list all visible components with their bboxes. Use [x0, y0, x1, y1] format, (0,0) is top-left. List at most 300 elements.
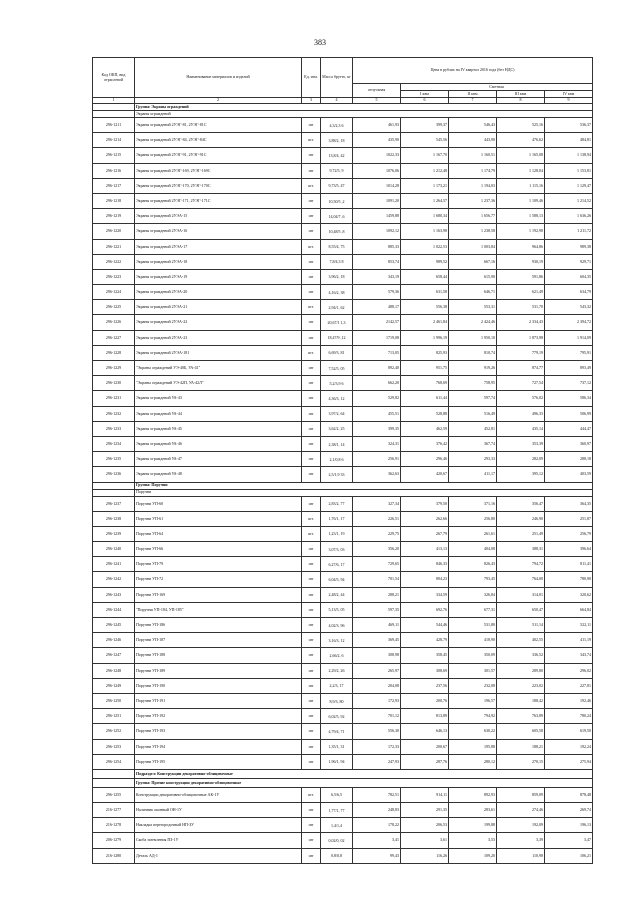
price-release: 248,83: [353, 803, 401, 818]
header-quarter: III квм: [497, 91, 545, 98]
price-q2: 1 950,10: [449, 330, 497, 345]
item-code: 296-1252: [93, 724, 135, 739]
item-code: 296-1234: [93, 436, 135, 451]
price-q2: 1 194,03: [449, 178, 497, 193]
group-subtitle-row: [93, 778, 593, 787]
group-title: Группа: Экраны ограждений: [135, 104, 593, 111]
item-name: Поручни УП-64: [135, 526, 302, 541]
price-release: 529,82: [353, 391, 401, 406]
price-q3: 511,14: [497, 618, 545, 633]
price-q4: 3,47: [545, 833, 593, 848]
table-row: [93, 315, 593, 330]
item-name: Экраны ограждений 2УЭГ-81, 2УЭГ-81С: [135, 118, 302, 133]
group-subtitle: Группа: Прочие конструкции декоративно-облицовочные: [135, 778, 593, 787]
item-mass: 3,88/2, 18: [321, 133, 353, 148]
item-unit: шт: [302, 602, 321, 617]
item-name: Экраны ограждений 2УЭА-19: [135, 269, 302, 284]
table-row: [93, 648, 593, 663]
price-q4: 1 138,94: [545, 148, 593, 163]
header-mass: Масса брутто, кг: [321, 58, 353, 98]
column-number: 8: [497, 98, 545, 104]
item-code: 296-1216: [93, 163, 135, 178]
price-release: 356,20: [353, 542, 401, 557]
price-q2: 261,61: [449, 526, 497, 541]
item-mass: 4,3/2,3 6: [321, 118, 353, 133]
item-mass: 9,72/5, 9: [321, 163, 353, 178]
table-row: [93, 285, 593, 300]
item-mass: 2,48/2, 44: [321, 587, 353, 602]
price-q4: 192,46: [545, 693, 593, 708]
item-unit: шт: [302, 818, 321, 833]
price-q3: 435,14: [497, 421, 545, 436]
item-mass: 2,1/0,8 6: [321, 452, 353, 467]
price-q2: 667,16: [449, 254, 497, 269]
column-number: 7: [449, 98, 497, 104]
price-q1: 658,44: [401, 269, 449, 284]
item-mass: 14,04/7 ,6: [321, 209, 353, 224]
item-code: 296-1238: [93, 511, 135, 526]
price-q2: 195,88: [449, 739, 497, 754]
item-unit: шт: [302, 163, 321, 178]
price-release: 892,40: [353, 361, 401, 376]
price-q4: 878,48: [545, 787, 593, 802]
item-code: 296-1226: [93, 315, 135, 330]
item-name: Скоба заземления ПЗ-1У: [135, 833, 302, 848]
item-code: 296-1235: [93, 452, 135, 467]
item-code: 296-1227: [93, 330, 135, 345]
item-name: Экраны ограждений УА-47: [135, 452, 302, 467]
price-q3: 779,19: [497, 345, 545, 360]
price-release: 324,31: [353, 436, 401, 451]
item-name: Экраны ограждений 2УЭА-18: [135, 254, 302, 269]
price-q4: 536,37: [545, 118, 593, 133]
price-q4: 1 211,72: [545, 224, 593, 239]
price-q4: 360,97: [545, 436, 593, 451]
table-row: [93, 739, 593, 754]
group-title-row: [93, 482, 593, 489]
item-code: 296-1255: [93, 787, 135, 802]
price-release: 247,93: [353, 754, 401, 769]
item-name: Поручни УП-192: [135, 709, 302, 724]
item-mass: 8,55/4, 75: [321, 239, 353, 254]
item-unit: шт: [302, 376, 321, 391]
table-row: [93, 239, 593, 254]
price-q1: 428,79: [401, 633, 449, 648]
item-unit: шт: [302, 833, 321, 848]
item-mass: 6,27/6, 17: [321, 557, 353, 572]
header-quarter: I квм: [401, 91, 449, 98]
price-q1: 611,44: [401, 391, 449, 406]
price-q3: 1 192,98: [497, 224, 545, 239]
table-row: [93, 572, 593, 587]
table-row: [93, 787, 593, 802]
price-q2: 411,17: [449, 467, 497, 482]
item-code: 296-1218: [93, 193, 135, 208]
item-unit: шт.: [302, 345, 321, 360]
price-q4: 522,11: [545, 618, 593, 633]
price-release: 782,51: [353, 787, 401, 802]
item-unit: шт: [302, 148, 321, 163]
column-number: 9: [545, 98, 593, 104]
item-mass: 2,2/3, 17: [321, 678, 353, 693]
price-q2: 109,20: [449, 848, 497, 863]
table-row: [93, 818, 593, 833]
item-name: Экраны ограждений УА-44: [135, 406, 302, 421]
price-q1: 376,42: [401, 436, 449, 451]
column-number: 4: [321, 98, 353, 104]
item-mass: 3,96/2, 18: [321, 269, 353, 284]
item-unit: шт: [302, 587, 321, 602]
price-q1: 914,11: [401, 787, 449, 802]
price-q2: 280,12: [449, 754, 497, 769]
price-q1: 544,46: [401, 618, 449, 633]
price-q3: 336,52: [497, 648, 545, 663]
price-q2: 615,90: [449, 269, 497, 284]
price-q4: 1 914,09: [545, 330, 593, 345]
item-unit: шт: [302, 209, 321, 224]
price-q1: 556,38: [401, 300, 449, 315]
item-name: Экраны ограждений УА-45: [135, 421, 302, 436]
price-q4: 737,12: [545, 376, 593, 391]
item-name: Поручни УП-193: [135, 724, 302, 739]
price-q4: 269,74: [545, 803, 593, 818]
item-name: Экраны ограждений 2УЭГ-84, 2УЭГ-84С: [135, 133, 302, 148]
header-release: отпускная: [353, 84, 401, 98]
item-mass: 9,73/5, 47: [321, 178, 353, 193]
header-name: Наименование материалов и изделий: [135, 58, 302, 98]
item-code: 296-1232: [93, 406, 135, 421]
group-title-row: [93, 104, 593, 111]
price-release: 713,05: [353, 345, 401, 360]
item-mass: 18,47/9 ,12: [321, 330, 353, 345]
header-quarter: IV квм: [545, 91, 593, 98]
price-q1: 692,76: [401, 602, 449, 617]
price-q3: 3,39: [497, 833, 545, 848]
price-q4: 275,94: [545, 754, 593, 769]
table-row: [93, 467, 593, 482]
price-q1: 528,88: [401, 406, 449, 421]
item-name: Экраны ограждений 2УЭА-22: [135, 315, 302, 330]
item-name: Поручни УП-194: [135, 739, 302, 754]
item-unit: шт: [302, 496, 321, 511]
item-unit: шт: [302, 436, 321, 451]
item-name: Экраны ограждений 2УЭА-21: [135, 300, 302, 315]
price-q1: 1 167,70: [401, 148, 449, 163]
table-row: [93, 633, 593, 648]
price-release: 327,34: [353, 496, 401, 511]
price-q4: 664,84: [545, 602, 593, 617]
item-name: Поручни УП-191: [135, 693, 302, 708]
item-code: 296-1248: [93, 663, 135, 678]
price-q1: 1 680,34: [401, 209, 449, 224]
item-unit: шт: [302, 361, 321, 376]
price-q2: 256,80: [449, 511, 497, 526]
price-release: 369,45: [353, 633, 401, 648]
price-q1: 1 212,48: [401, 163, 449, 178]
price-q1: 2 461,84: [401, 315, 449, 330]
item-name: "Экраны ограждений УЭ-40Б, УА-41": [135, 361, 302, 376]
column-number: 5: [353, 98, 401, 104]
price-q4: 411,19: [545, 633, 593, 648]
table-row: [93, 526, 593, 541]
price-q3: 1 109,46: [497, 193, 545, 208]
item-name: Экраны ограждений 2УЭГ-169, 2УЭГ-169С: [135, 163, 302, 178]
price-q1: 631,58: [401, 285, 449, 300]
price-release: 701,54: [353, 572, 401, 587]
price-q4: 403,59: [545, 467, 593, 482]
price-q2: 1 174,79: [449, 163, 497, 178]
item-unit: шт.: [302, 133, 321, 148]
item-mass: 3,97/2, 64: [321, 406, 353, 421]
item-name: "Экраны ограждений УЭ-42П, УА-42Л": [135, 376, 302, 391]
item-mass: 6,5/6,5: [321, 787, 353, 802]
price-q2: 283,61: [449, 803, 497, 818]
price-q1: 379,50: [401, 496, 449, 511]
price-q3: 930,19: [497, 254, 545, 269]
item-mass: 6,69/3, 81: [321, 345, 353, 360]
price-q1: 1 163,98: [401, 224, 449, 239]
table-row: [93, 724, 593, 739]
item-unit: шт: [302, 724, 321, 739]
item-name: Экраны ограждений 2УЭА-15: [135, 209, 302, 224]
price-q1: 951,75: [401, 361, 449, 376]
price-q3: 274,46: [497, 803, 545, 818]
price-q3: 270,15: [497, 754, 545, 769]
price-q3: 859,09: [497, 787, 545, 802]
item-name: Экраны ограждений УА-46: [135, 436, 302, 451]
item-mass: 0,02/0, 02: [321, 833, 353, 848]
item-mass: 7,52/5, 05: [321, 361, 353, 376]
price-release: 729,65: [353, 557, 401, 572]
price-release: 853,74: [353, 254, 401, 269]
item-name: Поручни УП-72: [135, 572, 302, 587]
table-row: [93, 345, 593, 360]
group-subtitle: Экраны ограждений: [135, 111, 593, 118]
item-mass: 2,94/1, 62: [321, 300, 353, 315]
price-q3: 192,09: [497, 818, 545, 833]
price-q4: 506,99: [545, 406, 593, 421]
item-mass: 2,66/2, 6: [321, 648, 353, 663]
item-code: 296-1225: [93, 300, 135, 315]
item-mass: 1,77/1, 77: [321, 803, 353, 818]
price-q3: 1 873,98: [497, 330, 545, 345]
item-mass: 2,38/1, 14: [321, 436, 353, 451]
price-q3: 650,47: [497, 602, 545, 617]
price-q3: 282,09: [497, 452, 545, 467]
price-q4: 586,34: [545, 391, 593, 406]
group-subtitle-row: [93, 111, 593, 118]
item-code: 296-1253: [93, 739, 135, 754]
table-row: [93, 452, 593, 467]
price-q4: 795,91: [545, 345, 593, 360]
price-q4: 192,24: [545, 739, 593, 754]
header-code: Код ОКП, вид отраслевой: [93, 58, 135, 98]
page-number: 383: [314, 38, 326, 47]
table-row: [93, 496, 593, 511]
price-q3: 353,39: [497, 436, 545, 451]
item-code: 296-1211: [93, 118, 135, 133]
price-q1: 296,46: [401, 452, 449, 467]
price-q2: 293,33: [449, 452, 497, 467]
price-q2: 553,31: [449, 300, 497, 315]
item-mass: 6,02/5, 92: [321, 709, 353, 724]
price-release: 308,98: [353, 648, 401, 663]
item-name: Поручни УП-188: [135, 648, 302, 663]
item-mass: 20,67/1 1,3: [321, 315, 353, 330]
item-mass: 3,16/3, 12: [321, 633, 353, 648]
price-q1: 768,69: [401, 376, 449, 391]
item-code: 206-1279: [93, 833, 135, 848]
price-q4: 288,18: [545, 452, 593, 467]
price-q2: 443,90: [449, 133, 497, 148]
price-q4: 619,50: [545, 724, 593, 739]
table-row: [93, 361, 593, 376]
table-row: [93, 618, 593, 633]
header-quarter: II квм: [449, 91, 497, 98]
item-mass: 1,23/1, 19: [321, 526, 353, 541]
price-release: 1719,08: [353, 330, 401, 345]
item-unit: шт: [302, 452, 321, 467]
price-q3: 727,54: [497, 376, 545, 391]
price-release: 556,30: [353, 724, 401, 739]
price-q2: 516,49: [449, 406, 497, 421]
item-code: 296-1241: [93, 557, 135, 572]
price-q2: 199,88: [449, 818, 497, 833]
price-q1: 308,69: [401, 663, 449, 678]
price-q3: 1 588,13: [497, 209, 545, 224]
price-q2: 1 238,58: [449, 224, 497, 239]
item-unit: шт.: [302, 787, 321, 802]
price-q3: 621,49: [497, 285, 545, 300]
item-code: 296-1251: [93, 709, 135, 724]
item-code: 296-1214: [93, 133, 135, 148]
item-code: 296-1237: [93, 496, 135, 511]
item-unit: шт: [302, 285, 321, 300]
table-row: [93, 587, 593, 602]
price-q2: 531,80: [449, 618, 497, 633]
price-release: 204,08: [353, 678, 401, 693]
table-row: [93, 391, 593, 406]
price-q3: 2 334,43: [497, 315, 545, 330]
item-code: 216-1277: [93, 803, 135, 818]
item-name: Экраны ограждений 2УЭА-20: [135, 285, 302, 300]
price-q1: 813,89: [401, 709, 449, 724]
price-q2: 892,93: [449, 787, 497, 802]
price-release: 579,36: [353, 285, 401, 300]
table-row: [93, 269, 593, 284]
price-q4: 484,81: [545, 133, 593, 148]
table-row: [93, 148, 593, 163]
price-q3: 476,62: [497, 133, 545, 148]
table-row: [93, 663, 593, 678]
price-q2: 452,81: [449, 421, 497, 436]
price-q2: 418,90: [449, 633, 497, 648]
price-q2: 367,74: [449, 436, 497, 451]
item-unit: шт: [302, 663, 321, 678]
table-row: [93, 254, 593, 269]
column-number: 2: [135, 98, 302, 104]
price-q3: 964,86: [497, 239, 545, 254]
price-q3: 1 115,16: [497, 178, 545, 193]
price-q4: 1 153,81: [545, 163, 593, 178]
table-header: [93, 58, 593, 104]
item-mass: 4,79/4, 71: [321, 724, 353, 739]
table-row: [93, 330, 593, 345]
price-release: 172,93: [353, 693, 401, 708]
item-code: 296-1219: [93, 209, 135, 224]
item-name: Деталь АД-1: [135, 848, 302, 863]
price-q2: 3,53: [449, 833, 497, 848]
price-q3: 576,02: [497, 391, 545, 406]
price-q3: 388,31: [497, 542, 545, 557]
price-q3: 531,70: [497, 300, 545, 315]
item-unit: шт.: [302, 526, 321, 541]
table-row: [93, 693, 593, 708]
item-unit: шт: [302, 118, 321, 133]
item-mass: 2,29/2, 26: [321, 663, 353, 678]
item-unit: шт: [302, 391, 321, 406]
price-q2: 301,57: [449, 663, 497, 678]
price-q2: 326,84: [449, 587, 497, 602]
table-row: [93, 133, 593, 148]
price-q4: 1 129,47: [545, 178, 593, 193]
price-q2: 1 160,51: [449, 148, 497, 163]
price-q4: 1 636,26: [545, 209, 593, 224]
item-mass: 1,96/1, 94: [321, 754, 353, 769]
price-q2: 371,16: [449, 496, 497, 511]
item-name: Экраны ограждений 2УЭА-16: [135, 224, 302, 239]
price-q1: 1 264,57: [401, 193, 449, 208]
price-q4: 543,32: [545, 300, 593, 315]
item-unit: шт.: [302, 239, 321, 254]
item-unit: шт.: [302, 511, 321, 526]
price-release: 662,20: [353, 376, 401, 391]
item-code: 296-1254: [93, 754, 135, 769]
price-q4: 296,02: [545, 663, 593, 678]
table-row: [93, 193, 593, 208]
price-q2: 677,31: [449, 602, 497, 617]
item-unit: шт: [302, 754, 321, 769]
group-title-row: [93, 769, 593, 778]
item-unit: шт: [302, 572, 321, 587]
table-row: [93, 421, 593, 436]
item-mass: 1,76/1, 17: [321, 511, 353, 526]
price-q1: 413,13: [401, 542, 449, 557]
price-q3: 356,47: [497, 496, 545, 511]
price-q2: 793,45: [449, 572, 497, 587]
price-q4: 2 394,72: [545, 315, 593, 330]
price-q2: 196,57: [449, 693, 497, 708]
item-mass: 7,8/4,3 8: [321, 254, 353, 269]
item-unit: шт: [302, 193, 321, 208]
price-q1: 989,52: [401, 254, 449, 269]
item-name: Поручни УП-66: [135, 542, 302, 557]
item-name: Экраны ограждений 2УЭГ-170, 2УЭГ-170С: [135, 178, 302, 193]
price-release: 461,93: [353, 118, 401, 133]
item-mass: 6,04/5, 94: [321, 572, 353, 587]
item-code: 296-1247: [93, 648, 135, 663]
item-unit: шт: [302, 618, 321, 633]
item-name: Накладка перегородочный НП-ЗУ: [135, 818, 302, 833]
item-unit: шт.: [302, 178, 321, 193]
price-q2: 404,08: [449, 542, 497, 557]
price-q2: 597,74: [449, 391, 497, 406]
item-code: 296-1244: [93, 602, 135, 617]
price-q4: 343,74: [545, 648, 593, 663]
item-mass: 5,2/3,9 6: [321, 376, 353, 391]
item-code: 296-1230: [93, 376, 135, 391]
item-unit: шт: [302, 421, 321, 436]
